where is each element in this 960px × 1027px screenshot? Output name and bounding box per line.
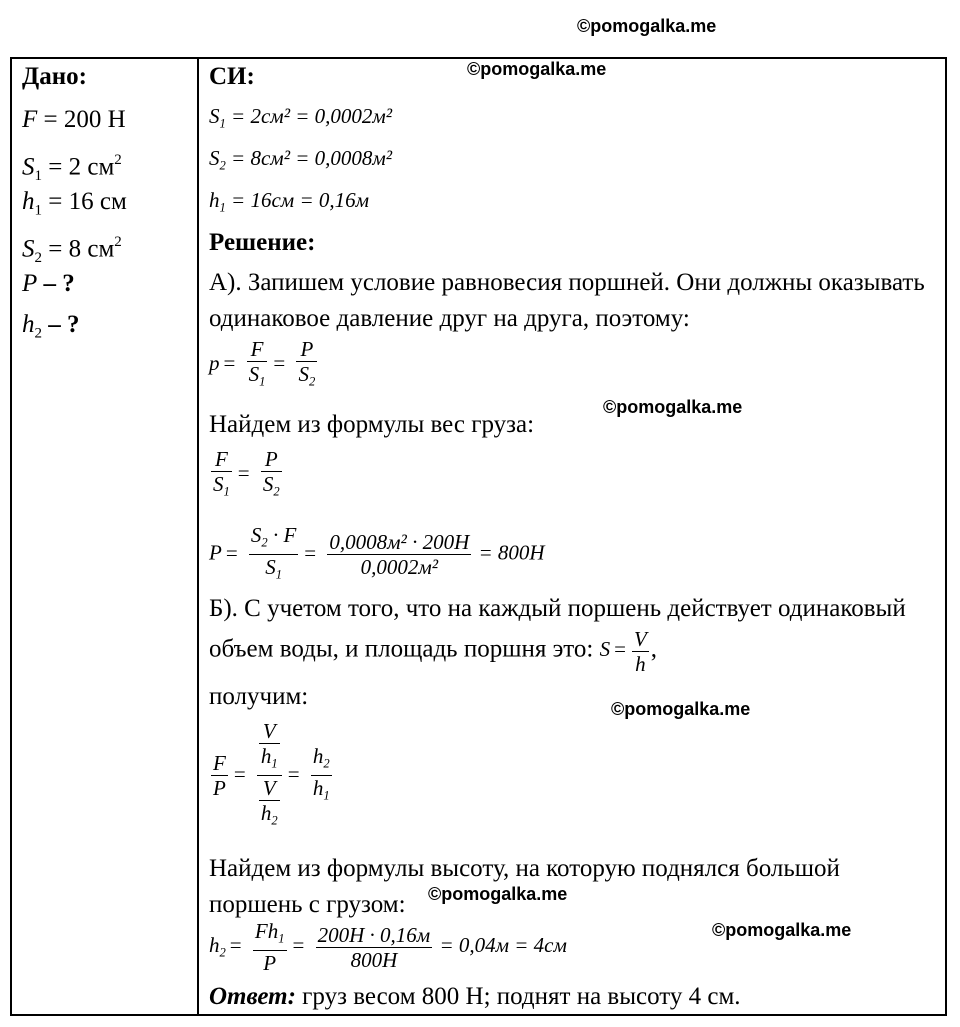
unknown-height: $h_2$ – ? [22, 311, 80, 342]
answer-line [209, 983, 741, 1011]
ratio-formula: $\frac{F}{S_1}$ = $\frac{P}{S_2}$ [213, 447, 280, 499]
solution-table [10, 57, 947, 1016]
given-column [22, 63, 197, 345]
column-divider [197, 59, 199, 1014]
given-area-1: $S_1 = 2$ $см^2$ [22, 152, 122, 184]
given-area-2: $S_2 = 8$ $см^2$ [22, 234, 122, 266]
part-b-text: Б). С учетом того, что на каждый поршень действует одинаковый объем воды, и площадь поршня это: S = $\frac{V}{h}$ , [209, 595, 906, 676]
si-s2: $S_2 = 8см^2 = 0,0008м^2$ [209, 146, 393, 173]
find-weight-text: Найдем из формулы вес груза: [209, 411, 535, 438]
watermark-bottom-center: ©pomogalka.me [428, 884, 568, 904]
given-title: Дано: [22, 63, 87, 90]
unknown-weight: P – ? [22, 270, 75, 297]
weight-calculation: P = $\frac{S_2 \cdot F}{S_1}$ = $\frac{\text{0,0008м² · 200Н}}{\text{0,0002м²}}$ = 800Н [209, 523, 545, 582]
we-get-text: получим: [209, 683, 309, 710]
watermark-lower: ©pomogalka.me [611, 699, 751, 719]
solution-title: Решение: [209, 229, 316, 256]
si-title: СИ: [209, 63, 255, 90]
answer-text: груз весом 800 Н; поднят на высоту 4 см. [302, 983, 741, 1010]
equilibrium-formula: p = $\frac{F}{S_1}$ = $\frac{P}{S_2}$ [209, 337, 316, 389]
volume-ratio-formula: $\frac{F}{P}$ = $\frac{\frac{V}{h_1}}{\frac{V}{h_2}}$ = $\frac{h_2}{h_1}$ [213, 719, 330, 828]
watermark-bottom-right: ©pomogalka.me [712, 920, 852, 940]
height-calculation: $h_2$ = $\frac{Fh_1}{P}$ = $\frac{200Н \cdot 0,16м}{800Н}$ = 0,04м = 4см [209, 919, 567, 976]
si-s1: $S_1 = 2см^2 = 0,0002м^2$ [209, 104, 393, 131]
watermark-top: ©pomogalka.me [577, 16, 717, 36]
si-h1: $h_1 = 16см = 0,16м$ [209, 188, 370, 215]
watermark-si: ©pomogalka.me [467, 59, 607, 79]
given-force: F = 200 Н [22, 106, 126, 133]
given-height-1: $h_1 = 16$ см [22, 188, 127, 219]
part-a-text: А). Запишем условие равновесия поршней. Они должны оказывать одинаковое давление друг на друга, поэтому: [209, 269, 925, 332]
answer-label: Ответ: [209, 983, 296, 1010]
watermark-mid: ©pomogalka.me [603, 397, 743, 417]
find-height-text: Найдем из формулы высоту, на которую поднялся большой поршень с грузом: [209, 855, 840, 918]
